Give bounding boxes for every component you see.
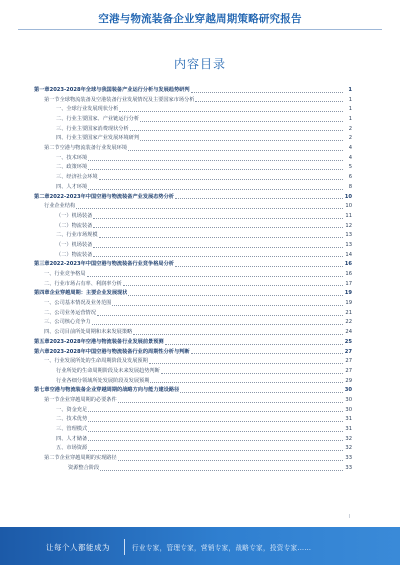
toc-entry-page: 27 [344,348,352,355]
toc-entry-page: 4 [348,145,352,152]
toc-leader-dots [165,344,343,345]
toc-entry[interactable] [34,202,352,212]
toc-entry[interactable] [34,309,352,319]
toc-entry-prefix: 二、 [56,164,67,171]
toc-entry[interactable] [34,377,352,387]
toc-leader-dots [99,237,343,238]
toc-leader-dots [93,247,343,248]
toc-leader-dots [149,363,343,364]
toc-entry-text: 行业发展所处的生命周期阶段及发展预期 [54,358,148,365]
toc-leader-dots [128,295,343,296]
toc-entry[interactable] [34,357,352,367]
toc-entry-text: 公司核心竞争力 [54,319,91,326]
toc-entry-page: 12 [345,222,352,229]
toc-entry[interactable] [34,86,352,96]
toc-entry[interactable] [34,164,352,174]
toc-heading: 内容目录 [173,57,226,71]
toc-entry-prefix: （二） [56,222,72,229]
toc-entry-prefix: 第三章 [34,261,50,268]
toc-leader-dots [88,450,343,451]
toc-entry-prefix: 第一节 [44,396,60,403]
toc-entry[interactable] [34,144,352,154]
toc-entry-text: 2023-2028年空港与物流装备行业发展前景预测 [49,338,164,345]
toc-entry-text: 机场装备 [71,241,93,248]
toc-entry[interactable] [34,183,352,193]
toc-entry-prefix: 一、 [56,106,67,113]
toc-entry-text: 企业穿越周期的实现路径 [59,455,117,462]
toc-entry-page: 13 [345,232,352,239]
toc-entry-text: 2022-2023年中国空港与物流装备产业发展态势分析 [49,193,174,200]
toc-leader-dots [119,111,343,112]
toc-leader-dots [93,227,343,228]
toc-leader-dots [161,373,343,374]
toc-entry-text: 技术优势 [66,416,88,423]
toc-entry-text: 物流装备 [71,251,93,258]
toc-entry-text: 技术环境 [66,154,88,161]
toc-entry-prefix: 四、 [56,435,67,442]
toc-entry[interactable] [34,173,352,183]
toc-entry[interactable] [34,270,352,280]
toc-entry-prefix: 第一节 [44,96,60,103]
toc-entry-page: 33 [345,464,352,471]
toc-entry-prefix: 二、 [44,309,55,316]
toc-entry-text: 行业市场占有率、利润率分析 [54,280,122,287]
toc-entry-page: 6 [348,174,352,181]
toc-entry-page: 1 [348,116,352,123]
toc-entry-text: 公司目前所处周期和未来发展策略 [54,329,133,336]
toc-leader-dots [92,324,343,325]
toc-entry[interactable] [34,125,352,135]
toc-entry-text: 公司基本情况及业务范围 [54,300,112,307]
table-of-contents [34,86,352,474]
toc-entry-page: 19 [345,300,352,307]
toc-entry[interactable] [34,386,352,396]
toc-entry[interactable] [34,212,352,222]
toc-entry-prefix: 四、 [56,135,67,142]
footer-tagline: 行业专家，管理专家，营销专家，战略专家，投资专家…… [132,544,312,552]
toc-entry-page: 32 [345,435,352,442]
toc-entry-prefix: 一、 [56,154,67,161]
toc-entry-prefix: 一、 [44,358,55,365]
toc-entry[interactable] [34,193,352,203]
toc-entry-text: 公司业务运营情况 [54,309,96,316]
toc-entry-prefix: （二） [56,251,72,258]
toc-entry[interactable] [34,367,352,377]
toc-entry-text: 市场资源 [66,445,88,452]
toc-entry-text: 全球物流装备及空港装备行业发展情况及主要国家市场分析 [59,96,195,103]
toc-entry-page: 10 [344,193,352,200]
toc-entry[interactable] [34,251,352,261]
toc-entry-prefix: 第五章 [34,338,50,345]
page-number: I [348,514,350,520]
toc-entry-text: 2022-2023年中国空港与物流装备行业竞争格局分析 [49,261,174,268]
toc-entry-page: 30 [345,396,352,403]
toc-leader-dots [112,305,343,306]
toc-entry-page: 1 [348,96,352,103]
toc-leader-dots [140,140,343,141]
toc-entry[interactable] [34,299,352,309]
toc-entry-text: 管理模式 [66,426,88,433]
toc-entry[interactable] [34,348,352,358]
toc-entry-text: 行业主要国家、产业链运行分析 [66,116,140,123]
report-header [0,0,400,36]
toc-entry[interactable] [34,105,352,115]
toc-entry-page: 24 [345,329,352,336]
toc-entry-page: 1 [348,106,352,113]
toc-entry-text: 物流装备 [71,222,93,229]
toc-entry-text: 行业市场规模 [66,232,98,239]
toc-leader-dots [93,218,343,219]
toc-entry-prefix: （一） [56,212,72,219]
toc-entry-prefix: 四、 [44,329,55,336]
toc-leader-dots [195,101,343,102]
toc-entry-text: 空港与物流装备企业穿越周期的战略方向与能力建设路径 [49,387,180,394]
toc-entry[interactable] [34,134,352,144]
toc-entry-text: 空港与物流装备行业发展环境 [59,145,128,152]
toc-entry[interactable] [34,231,352,241]
toc-entry-prefix: 二、 [44,280,55,287]
toc-entry-prefix: 三、 [44,319,55,326]
toc-leader-dots [99,179,343,180]
toc-leader-dots [88,440,343,441]
toc-entry-prefix: 二、 [56,416,67,423]
toc-entry-page: 21 [345,309,352,316]
toc-leader-dots [150,382,343,383]
toc-entry-text: 行业主要国家产业发展环境研判 [66,135,140,142]
toc-entry-text: 2023-2028年全球与我国装备产业运行分析与发展趋势研判 [49,86,190,93]
toc-entry-text: 人才储备 [66,435,88,442]
toc-entry-page: 30 [345,406,352,413]
toc-entry[interactable] [34,241,352,251]
toc-leader-dots [97,315,343,316]
toc-entry[interactable] [34,319,352,329]
toc-entry-page: 19 [344,290,352,297]
toc-entry-page: 8 [348,183,352,190]
toc-entry[interactable] [34,280,352,290]
toc-entry[interactable] [34,406,352,416]
toc-entry-page: 17 [345,280,352,287]
toc-entry-page: 1 [348,86,352,93]
toc-entry-page: 2 [348,125,352,132]
toc-leader-dots [133,334,343,335]
toc-entry-text: 行业各细分领域所处发展阶段及发展预期 [56,377,150,384]
toc-entry-page: 27 [345,358,352,365]
footer-divider [124,539,125,555]
toc-entry[interactable] [34,115,352,125]
toc-entry-page: 4 [348,154,352,161]
toc-entry-prefix: 一、 [44,300,55,307]
toc-entry-text: 人才环境 [66,183,88,190]
toc-entry-page: 16 [345,271,352,278]
toc-entry[interactable] [34,154,352,164]
toc-leader-dots [88,411,343,412]
toc-entry-page: 31 [345,416,352,423]
toc-leader-dots [130,130,343,131]
toc-leader-dots [100,470,343,471]
toc-entry-text: 行业企业结构 [44,203,76,210]
toc-entry-page: 30 [344,387,352,394]
toc-entry-page: 14 [345,251,352,258]
toc-entry-prefix: 一、 [56,406,67,413]
toc-entry-page: 2 [348,135,352,142]
toc-entry-text: 行业所处的生命周期阶段及未来发展趋势判断 [56,367,160,374]
toc-entry-text: 机场装备 [71,212,93,219]
footer-banner [0,527,400,565]
toc-entry-text: 行业竞争格局 [54,271,86,278]
toc-leader-dots [175,266,343,267]
toc-entry-page: 31 [345,426,352,433]
toc-entry-prefix: 三、 [56,125,67,132]
toc-leader-dots [88,169,343,170]
toc-entry[interactable] [34,328,352,338]
toc-entry-page: 33 [345,455,352,462]
toc-entry-prefix: 三、 [56,174,67,181]
toc-leader-dots [93,256,343,257]
toc-entry-page: 5 [348,164,352,171]
toc-entry[interactable] [34,464,352,474]
header-divider [18,29,382,30]
toc-leader-dots [123,285,343,286]
toc-entry-text: 资金充足 [66,406,88,413]
toc-entry-prefix: 第六章 [34,348,50,355]
toc-leader-dots [191,353,343,354]
toc-entry[interactable] [34,96,352,106]
toc-entry-prefix: 第四章 [34,290,50,297]
toc-entry-text: 经济社会环境 [66,174,98,181]
toc-entry-prefix: 第二节 [44,145,60,152]
toc-leader-dots [76,208,343,209]
toc-entry[interactable] [34,260,352,270]
toc-leader-dots [191,92,343,93]
toc-entry-prefix: （一） [56,241,72,248]
toc-entry[interactable] [34,435,352,445]
toc-leader-dots [88,431,343,432]
toc-entry-text: 企业穿越周期：主要企业发展现状 [49,290,128,297]
toc-entry-page: 10 [345,203,352,210]
toc-entry[interactable] [34,338,352,348]
toc-leader-dots [88,160,343,161]
toc-entry-prefix: 第七章 [34,387,50,394]
toc-entry-prefix: 第二章 [34,193,50,200]
toc-entry-page: 25 [344,338,352,345]
toc-entry[interactable] [34,444,352,454]
toc-entry-page: 27 [345,367,352,374]
toc-entry-page: 11 [345,212,352,219]
toc-leader-dots [140,121,343,122]
footer-slogan: 让每个人都能成为 [46,543,110,552]
toc-entry-prefix: 三、 [56,426,67,433]
toc-entry-text: 行业主要国家消费现状分析 [66,125,129,132]
toc-entry-text: 2023-2028年中国空港与物流装备行业的周期性分析与判断 [49,348,190,355]
toc-entry[interactable] [34,289,352,299]
report-title: 空港与物流装备企业穿越周期策略研究报告 [98,13,302,25]
toc-leader-dots [88,421,343,422]
toc-entry-prefix: 四、 [56,183,67,190]
toc-leader-dots [175,198,343,199]
toc-entry[interactable] [34,454,352,464]
toc-entry-text: 全球行业发展现状分析 [66,106,119,113]
toc-entry-page: 29 [345,377,352,384]
toc-entry[interactable] [34,396,352,406]
toc-entry-text: 资源整合阶段 [68,464,100,471]
toc-entry-page: 13 [345,241,352,248]
toc-entry-prefix: 第一章 [34,86,50,93]
toc-leader-dots [88,189,343,190]
toc-entry-prefix: 二、 [56,232,67,239]
toc-entry-prefix: 第二节 [44,455,60,462]
toc-entry-page: 16 [344,261,352,268]
toc-entry-page: 32 [345,445,352,452]
toc-entry-prefix: 五、 [56,445,67,452]
toc-entry-text: 政策环境 [66,164,88,171]
toc-entry[interactable] [34,222,352,232]
toc-entry[interactable] [34,425,352,435]
toc-entry-prefix: 二、 [56,116,67,123]
toc-entry-prefix: 一、 [44,271,55,278]
toc-leader-dots [180,392,343,393]
toc-leader-dots [118,402,343,403]
toc-entry[interactable] [34,415,352,425]
toc-leader-dots [128,150,343,151]
toc-leader-dots [118,460,343,461]
toc-leader-dots [87,276,343,277]
toc-entry-page: 22 [345,319,352,326]
toc-entry-text: 企业穿越周期的必要条件 [59,396,117,403]
